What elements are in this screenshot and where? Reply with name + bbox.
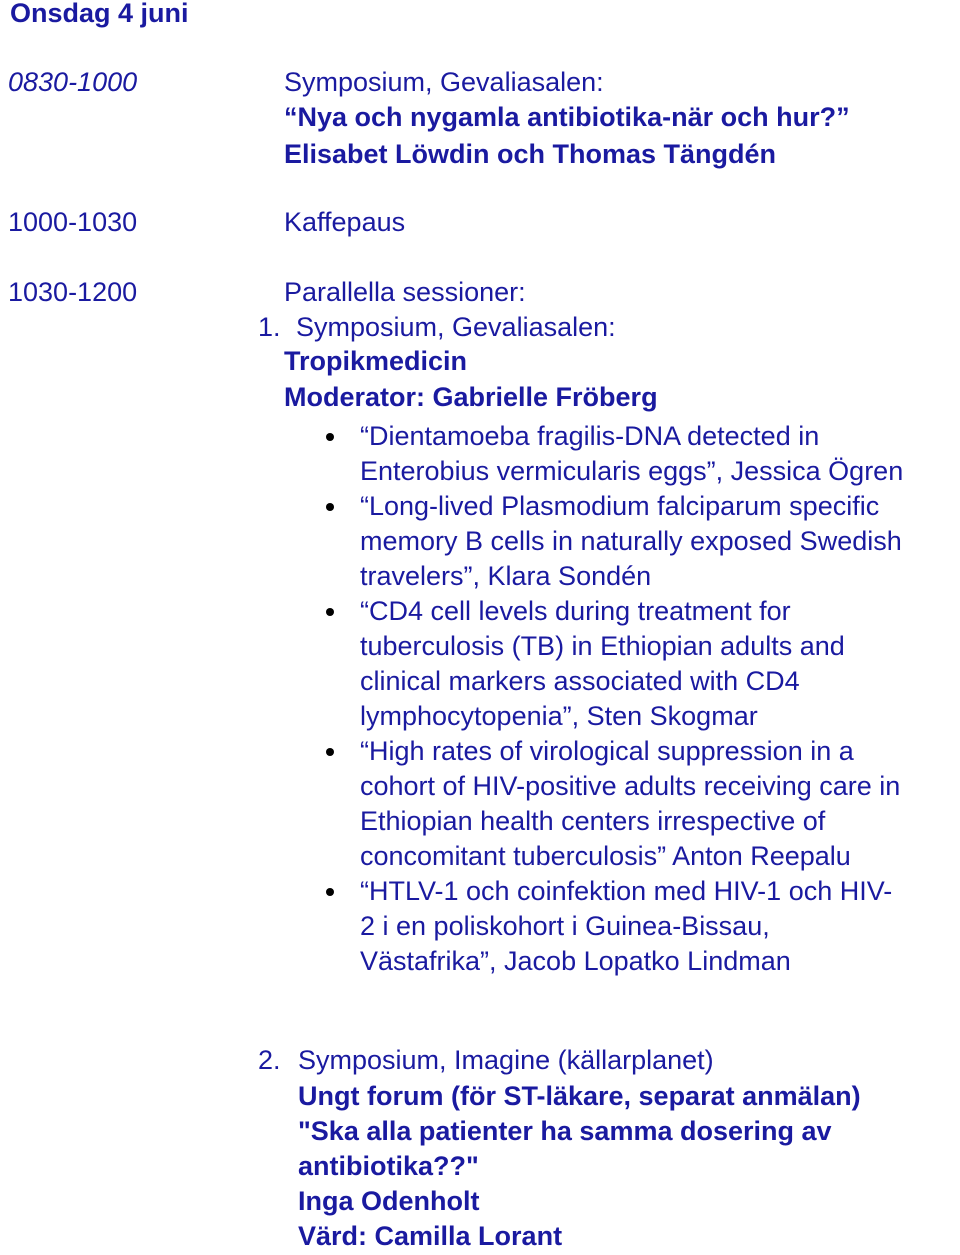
- slot-label: Kaffepaus: [284, 207, 406, 237]
- talk-line: “CD4 cell levels during treatment for: [360, 596, 791, 626]
- session-number: 1.: [258, 312, 281, 342]
- session-title: antibiotika??": [298, 1151, 479, 1181]
- session-label: Symposium, Imagine (källarplanet): [298, 1045, 714, 1075]
- session-label: Symposium, Gevaliasalen:: [296, 312, 616, 342]
- talk-line: travelers”, Klara Sondén: [360, 561, 652, 591]
- symposium-title: “Nya och nygamla antibiotika-när och hur?”: [284, 102, 850, 132]
- talk-line: cohort of HIV-positive adults receiving care in: [360, 771, 901, 801]
- talk-line: lymphocytopenia”, Sten Skogmar: [360, 701, 758, 731]
- slot-time: 0830-1000: [8, 67, 138, 97]
- day-title: Onsdag 4 juni: [10, 0, 189, 28]
- slot-time: 1030-1200: [8, 277, 138, 307]
- talk-line: Västafrika”, Jacob Lopatko Lindman: [360, 946, 791, 976]
- session-subtitle: Ungt forum (för ST-läkare, separat anmälan): [298, 1081, 861, 1111]
- session-title: Tropikmedicin: [284, 346, 468, 376]
- symposium-speakers: Elisabet Löwdin och Thomas Tängdén: [284, 139, 777, 169]
- bullet-icon: [326, 888, 334, 896]
- talk-line: clinical markers associated with CD4: [360, 666, 800, 696]
- talk-line: “Dientamoeba fragilis-DNA detected in: [360, 421, 820, 451]
- session-title: "Ska alla patienter ha samma dosering av: [298, 1116, 832, 1146]
- session-host: Värd: Camilla Lorant: [298, 1221, 563, 1251]
- bullet-icon: [326, 608, 334, 616]
- bullet-icon: [326, 433, 334, 441]
- talk-line: “HTLV-1 och coinfektion med HIV-1 och HIV-: [360, 876, 893, 906]
- talk-line: concomitant tuberculosis” Anton Reepalu: [360, 841, 851, 871]
- talk-line: “Long-lived Plasmodium falciparum specific: [360, 491, 880, 521]
- bullet-icon: [326, 748, 334, 756]
- talk-line: “High rates of virological suppression in a: [360, 736, 854, 766]
- slot-time: 1000-1030: [8, 207, 138, 237]
- talk-line: memory B cells in naturally exposed Swedish: [360, 526, 902, 556]
- bullet-icon: [326, 503, 334, 511]
- talk-line: Ethiopian health centers irrespective of: [360, 806, 826, 836]
- slot-label: Symposium, Gevaliasalen:: [284, 67, 604, 97]
- session-speaker: Inga Odenholt: [298, 1186, 480, 1216]
- talk-line: Enterobius vermicularis eggs”, Jessica Ögren: [360, 456, 904, 486]
- session-number: 2.: [258, 1045, 281, 1075]
- talk-line: 2 i en poliskohort i Guinea-Bissau,: [360, 911, 770, 941]
- slot-label: Parallella sessioner:: [284, 277, 526, 307]
- talk-line: tuberculosis (TB) in Ethiopian adults and: [360, 631, 845, 661]
- session-moderator: Moderator: Gabrielle Fröberg: [284, 382, 658, 412]
